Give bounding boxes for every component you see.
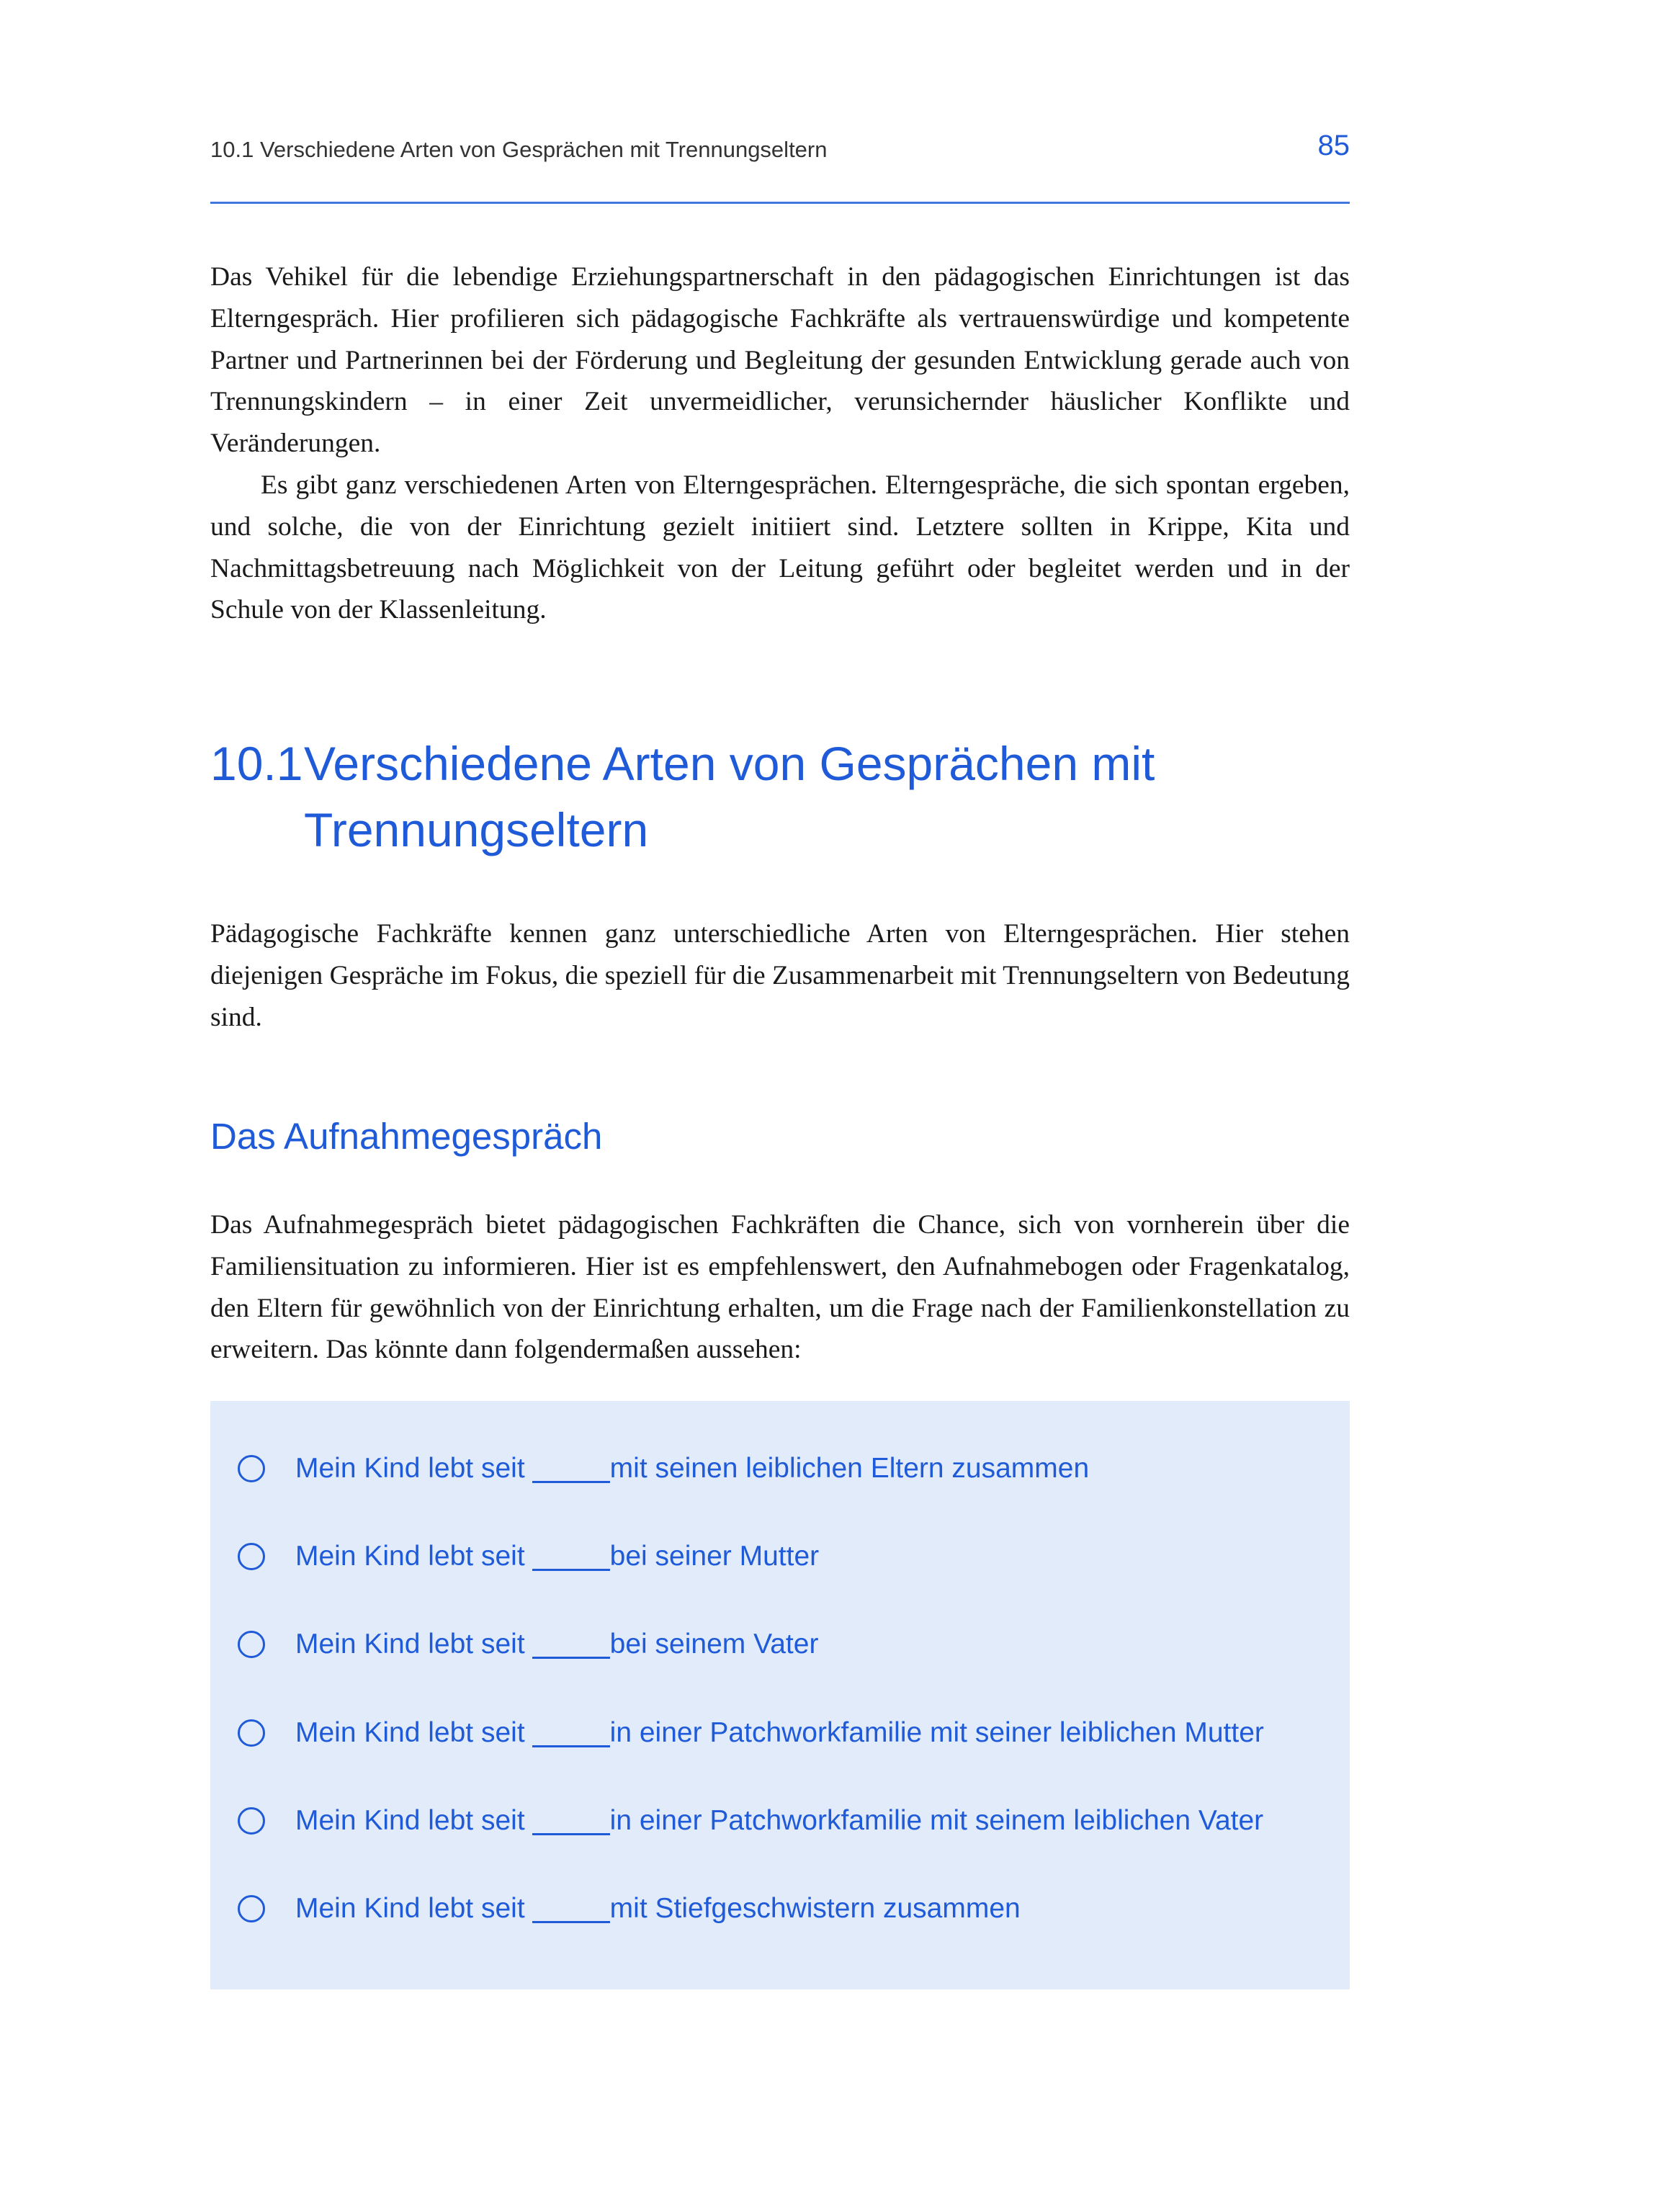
section-title-line-2: Trennungseltern bbox=[304, 803, 649, 856]
radio-button-icon[interactable] bbox=[238, 1455, 265, 1482]
fill-in-blank[interactable] bbox=[532, 1895, 610, 1923]
radio-button-icon[interactable] bbox=[238, 1719, 265, 1747]
family-situation-form bbox=[210, 1401, 1350, 1989]
radio-button-icon[interactable] bbox=[238, 1807, 265, 1835]
option-suffix: mit seinen leiblichen Eltern zusammen bbox=[609, 1453, 1090, 1484]
radio-button-icon[interactable] bbox=[238, 1895, 265, 1922]
subsection-paragraph: Das Aufnahmegespräch bietet pädagogischen Fachkräften die Chance, sich von vornherein über die Familiensituation zu informieren. Hier ist es empfehlenswert, den Aufnahmebogen oder Fragenkatalog, den Eltern für gewöhnlich von der Einrichtung erhalten, um die Frage nach der Familienkonstellation zu erweitern. Das könnte dann folgendermaßen aussehen: bbox=[210, 1210, 1350, 1365]
radio-button-icon[interactable] bbox=[238, 1631, 265, 1658]
option-suffix: bei seiner Mutter bbox=[609, 1541, 820, 1572]
option-suffix: in einer Patchworkfamilie mit seiner leiblichen Mutter bbox=[609, 1717, 1264, 1748]
section-paragraph: Pädagogische Fachkräfte kennen ganz unterschiedliche Arten von Elterngesprächen. Hier stehen diejenigen Gespräche im Fokus, die speziell für die Zusammenarbeit mit Trennungseltern von Bedeutung sind. bbox=[210, 919, 1350, 1032]
running-head: 10.1 Verschiedene Arten von Gesprächen mit Trennungseltern bbox=[210, 137, 828, 162]
option-prefix: Mein Kind lebt seit bbox=[295, 1453, 525, 1484]
intro-paragraph-2: Es gibt ganz verschiedenen Arten von Elterngesprächen. Elterngespräche, die sich spontan ergeben, und solche, die von der Einrichtung gezielt initiiert sind. Letztere sollten in Krippe, Kita und Nachmittagsbetreuung nach Möglichkeit von der Leitung geführt oder begleitet werden und in der Schule von der Klassenleitung. bbox=[210, 470, 1350, 625]
form-option[interactable] bbox=[238, 1803, 1263, 1839]
page-header bbox=[210, 130, 1350, 204]
subsection-heading: Das Aufnahmegespräch bbox=[210, 1116, 603, 1157]
fill-in-blank[interactable] bbox=[532, 1543, 610, 1571]
option-suffix: in einer Patchworkfamilie mit seinem leiblichen Vater bbox=[609, 1805, 1264, 1836]
fill-in-blank[interactable] bbox=[532, 1631, 610, 1659]
option-prefix: Mein Kind lebt seit bbox=[295, 1893, 525, 1924]
option-prefix: Mein Kind lebt seit bbox=[295, 1805, 525, 1836]
fill-in-blank[interactable] bbox=[532, 1455, 610, 1483]
section-title-line-1: Verschiedene Arten von Gesprächen mit bbox=[304, 737, 1155, 790]
fill-in-blank[interactable] bbox=[532, 1719, 610, 1747]
radio-button-icon[interactable] bbox=[238, 1543, 265, 1570]
page-number: 85 bbox=[1317, 130, 1350, 161]
intro-paragraph-1: Das Vehikel für die lebendige Erziehungspartnerschaft in den pädagogischen Einrichtungen ist das Elterngespräch. Hier profilieren sich pädagogische Fachkräfte als vertrauenswürdige und kompetente Partner und Partnerinnen bei der Förderung und Begleitung der gesunden Entwicklung gerade auch von Trennungskindern – in einer Zeit unvermeidlicher, verunsichernder häuslicher Konflikte und Veränderungen. bbox=[210, 262, 1350, 459]
option-prefix: Mein Kind lebt seit bbox=[295, 1541, 525, 1572]
option-prefix: Mein Kind lebt seit bbox=[295, 1717, 525, 1748]
fill-in-blank[interactable] bbox=[532, 1807, 610, 1835]
option-prefix: Mein Kind lebt seit bbox=[295, 1629, 525, 1660]
option-suffix: bei seinem Vater bbox=[609, 1629, 819, 1660]
option-suffix: mit Stiefgeschwistern zusammen bbox=[609, 1893, 1021, 1924]
form-option[interactable] bbox=[238, 1451, 1089, 1487]
form-option[interactable] bbox=[238, 1539, 819, 1575]
form-option[interactable] bbox=[238, 1715, 1264, 1751]
section-number: 10.1 bbox=[210, 737, 303, 790]
form-option[interactable] bbox=[238, 1891, 1021, 1927]
intro-text bbox=[210, 256, 1350, 631]
section-heading bbox=[210, 730, 1363, 863]
form-option[interactable] bbox=[238, 1626, 818, 1662]
